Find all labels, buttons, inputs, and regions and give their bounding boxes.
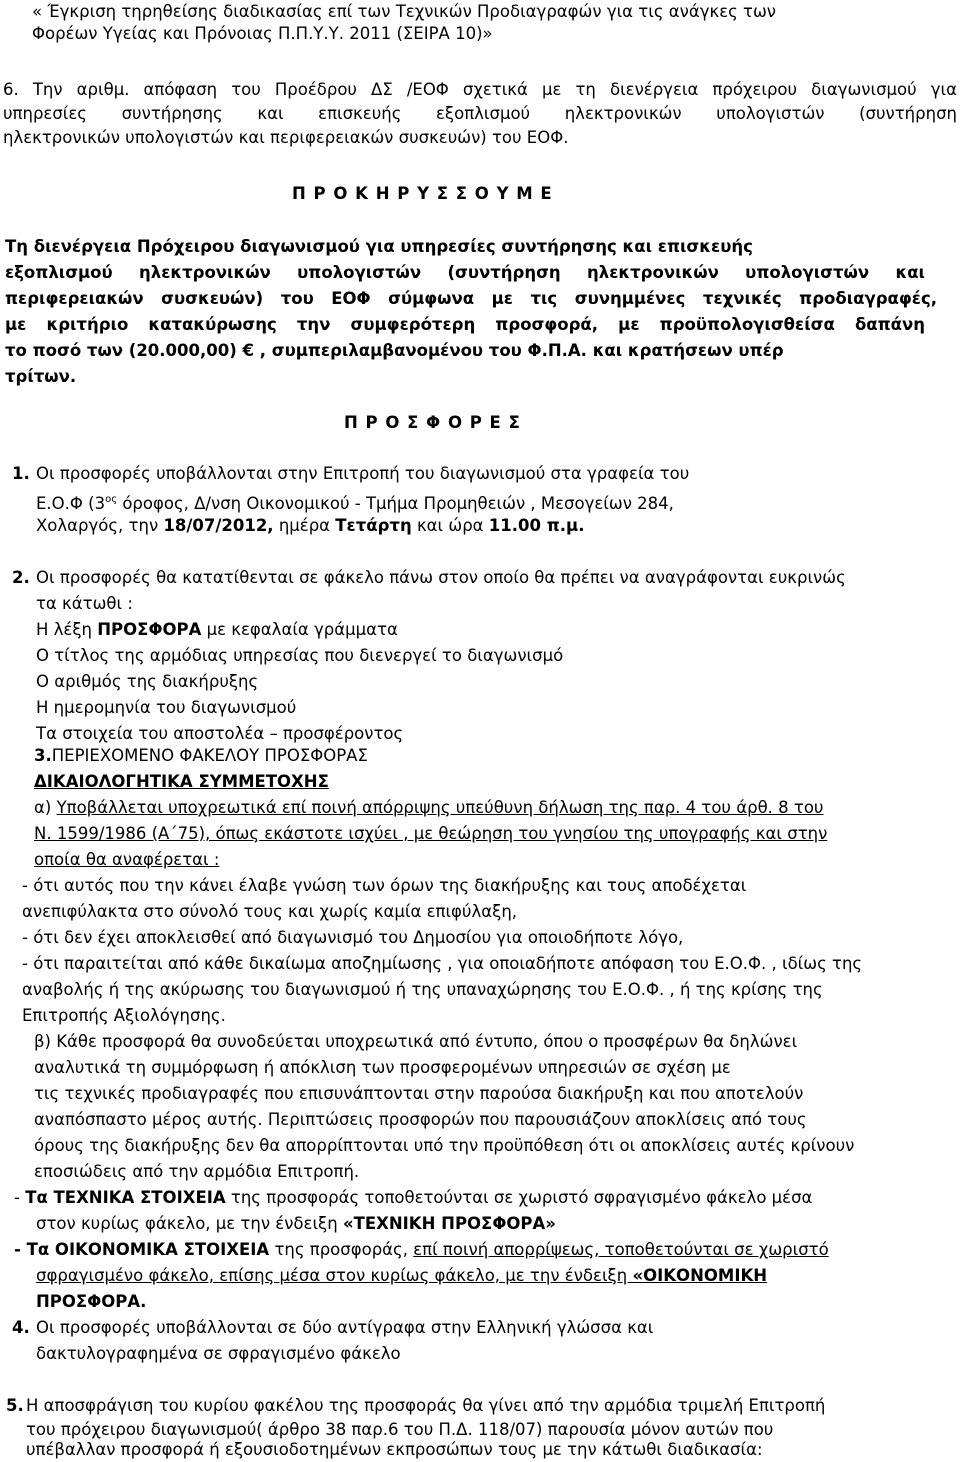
paragraph-3-b-line-3: τις τεχνικές προδιαγραφές που επισυνάπτονται στην παρούσα διακήρυξη και που αποτελούν (34, 1084, 804, 1103)
p1-day: Τετάρτη (335, 516, 412, 535)
p1-l2b: όροφος, Δ/νση Οικονομικού - Τμήμα Προμηθειών , Μεσογείων 284, (117, 494, 674, 513)
tech-l2a: στον κυρίως φάκελο, με την ένδειξη (36, 1214, 343, 1233)
p2-word-b: με κεφαλαία γράμματα (201, 620, 398, 639)
p1-time: 11.00 π.μ. (488, 516, 585, 535)
announce-body-line-4: με κριτήριο κατακύρωσης την συμφερότερη προσφορά, με προϋπολογισθείσα δαπάνη (5, 315, 925, 334)
p1-sup: ος (105, 494, 118, 505)
item-6-line-1: 6. Την αριθμ. απόφαση του Προέδρου ΔΣ /ΕΟΦ σχετικά με τη διενέργεια πρόχειρου διαγωνισμού για (3, 80, 957, 99)
announce-body-line-2: εξοπλισμού ηλεκτρονικών υπολογιστών (συντήρηση ηλεκτρονικών υπολογιστών και (5, 263, 925, 282)
item-6-line-2: υπηρεσίες συντήρησης και επισκευής εξοπλισμού ηλεκτρονικών υπολογιστών (συντήρηση (3, 104, 957, 123)
paragraph-2-item-2: Ο αριθμός της διακήρυξης (36, 672, 259, 691)
paragraph-1-line-3 (36, 516, 584, 536)
announce-heading: Π Ρ Ο Κ Η Ρ Υ Σ Σ Ο Υ Μ Ε (292, 184, 553, 203)
p1-l3a: Χολαργός, την (36, 516, 164, 535)
paragraph-3-b-line-6: εποσιώδεις από την αρμόδια Επιτροπή. (34, 1162, 360, 1181)
paragraph-3-a-line-1 (34, 798, 823, 818)
paragraph-3-b-line-5: όρους της διακήρυξης δεν θα απορρίπτονται υπό την προϋπόθεση ότι οι αποκλίσεις αυτές κρίνουν (34, 1136, 855, 1155)
p3-heading-text: ΠΕΡΙΕΧΟΜΕΝΟ ΦΑΚΕΛΟΥ ΠΡΟΣΦΟΡΑΣ (51, 746, 368, 765)
paragraph-2-line-2: τα κάτωθι : (36, 594, 133, 613)
paragraph-2-line-1: Οι προσφορές θα κατατίθενται σε φάκελο πάνω στον οποίο θα πρέπει να αναγράφονται ευκρινώς (36, 568, 846, 587)
paragraph-5-line-3: υπέβαλλαν προσφορά ή εξουσιοδοτημένων εκπροσώπων τους με την κάτωθι διαδικασία: (26, 1440, 763, 1459)
p1-l2a: Ε.Ο.Φ (3 (36, 494, 106, 513)
paragraph-2-item-4: Τα στοιχεία του αποστολέα – προσφέροντος (36, 724, 404, 743)
paragraph-1-line-1: Οι προσφορές υποβάλλονται στην Επιτροπή του διαγωνισμού στα γραφεία του (36, 464, 690, 483)
announce-body-line-3: περιφερειακών συσκευών) του ΕΟΦ σύμφωνα με τις συνημμένες τεχνικές προδιαγραφές, (5, 289, 937, 308)
paragraph-5-line-2: του πρόχειρου διαγωνισμού( άρθρο 38 παρ.6 του Π.Δ. 118/07) παρουσία μόνον αυτών που (26, 1420, 774, 1439)
declaration-line-2: ανεπιφύλακτα στο σύνολό τους και χωρίς καμία επιφύλαξη, (22, 902, 518, 921)
paragraph-3-b-line-2: αναλυτικά τη συμμόρφωση ή απόκλιση των προσφερομένων υπηρεσιών σε σχέση με (34, 1058, 731, 1077)
financial-data-line-1 (14, 1240, 829, 1260)
paragraph-3-b-line-1: β) Κάθε προσφορά θα συνοδεύεται υποχρεωτικά από έντυπο, όπου ο προσφέρων θα δηλώνει (34, 1032, 798, 1051)
announce-body-line-6: τρίτων. (5, 367, 77, 386)
p3-a-line1-text: Υποβάλλεται υποχρεωτικά επί ποινή απόρριψης υπεύθυνη δήλωση της παρ. 4 του άρθ. 8 του (56, 798, 824, 817)
tech-rest: της προσφοράς τοποθετούνται σε χωριστό σφραγισμένο φάκελο μέσα (225, 1188, 813, 1207)
p3-a-prefix: α) (34, 798, 57, 817)
paragraph-3-a-line-3: οποία θα αναφέρεται : (34, 850, 220, 869)
paragraph-4-line-1: Οι προσφορές υποβάλλονται σε δύο αντίγραφα στην Ελληνική γλώσσα και (36, 1318, 654, 1337)
announce-body-line-5: το ποσό των (20.000,00) € , συμπεριλαμβανομένου του Φ.Π.Α. και κρατήσεων υπέρ (5, 341, 784, 360)
item-6-line-3: ηλεκτρονικών υπολογιστών και περιφερειακών συσκευών) του ΕΟΦ. (3, 128, 569, 147)
offers-heading: Π Ρ Ο Σ Φ Ο Ρ Ε Σ (344, 413, 521, 432)
technical-data-line-1 (14, 1188, 812, 1208)
tech-bold: Τα ΤΕΧΝΙΚΑ ΣΤΟΙΧΕΙΑ (25, 1188, 226, 1207)
paragraph-4-line-2: δακτυλογραφημένα σε σφραγισμένο φάκελο (36, 1344, 401, 1363)
financial-data-line-2 (36, 1266, 767, 1286)
declaration-line-6: Επιτροπής Αξιολόγησης. (22, 1006, 226, 1025)
fin-l2-bold: «ΟΙΚΟΝΟΜΙΚΗ (632, 1266, 768, 1285)
tech-l2-bold: «ΤΕΧΝΙΚΗ ΠΡΟΣΦΟΡΑ» (342, 1214, 556, 1233)
declaration-line-5: αναβολής ή της ακύρωσης του διαγωνισμού ή της υπαναχώρησης του Ε.Ο.Φ. , ή της κρίσης της (22, 980, 823, 999)
paragraph-2-item-3: Η ημερομηνία του διαγωνισμού (36, 698, 297, 717)
paragraph-1-number: 1. (12, 464, 30, 483)
paragraph-5-number: 5. (6, 1396, 24, 1415)
doc-title-line-1: « Έγκριση τηρηθείσης διαδικασίας επί των Τεχνικών Προδιαγραφών για τις ανάγκες των (32, 2, 777, 21)
declaration-line-4: - ότι παραιτείται από κάθε δικαίωμα αποζημίωσης , για οποιαδήποτε απόφαση του Ε.Ο.Φ. , ιδίως της (22, 954, 863, 973)
doc-title-line-2: Φορέων Υγείας και Πρόνοιας Π.Π.Υ.Υ. 2011 (ΣΕΙΡΑ 10)» (32, 24, 493, 43)
paragraph-5-line-1: Η αποσφράγιση του κυρίου φακέλου της προσφοράς θα γίνει από την αρμόδια τριμελή Επιτροπή (26, 1396, 826, 1415)
paragraph-2-word (36, 620, 398, 640)
paragraph-2-item-1: Ο τίτλος της αρμόδιας υπηρεσίας που διενεργεί το διαγωνισμό (36, 646, 564, 665)
paragraph-3-a-line-2: Ν. 1599/1986 (Α΄75), όπως εκάστοτε ισχύει , με θεώρηση του γνησίου της υπογραφής και στην (34, 824, 828, 843)
paragraph-3-b-line-4: αναπόσπαστο μέρος αυτής. Περιπτώσεις προσφορών που παρουσιάζουν αποκλίσεις από τους (34, 1110, 807, 1129)
declaration-line-3: - ότι δεν έχει αποκλεισθεί από διαγωνισμό του Δημοσίου για οποιοδήποτε λόγο, (22, 928, 684, 947)
p1-date: 18/07/2012, (163, 516, 274, 535)
fin-bold: Τα ΟΙΚΟΝΟΜΙΚΑ ΣΤΟΙΧΕΙΑ (26, 1240, 270, 1259)
fin-dash: - (14, 1240, 27, 1259)
announce-body-line-1: Τη διενέργεια Πρόχειρου διαγωνισμού για υπηρεσίες συντήρησης και επισκευής (5, 237, 753, 256)
paragraph-2-number: 2. (12, 568, 30, 587)
p2-word-bold: ΠΡΟΣΦΟΡΑ (97, 620, 202, 639)
paragraph-4-number: 4. (12, 1318, 30, 1337)
p1-l3b: ημέρα (273, 516, 336, 535)
paragraph-1-line-2 (36, 490, 674, 514)
fin-underlined: επί ποινή απορρίψεως, τοποθετούνται σε χωριστό (413, 1240, 829, 1259)
paragraph-3-subheading: ΔΙΚΑΙΟΛΟΓΗΤΙΚΑ ΣΥΜΜΕΤΟΧΗΣ (34, 772, 329, 791)
p2-word-a: Η λέξη (36, 620, 98, 639)
p3-number: 3. (34, 746, 52, 765)
fin-l2-u: σφραγισμένο φάκελο, επίσης μέσα στον κυρίως φάκελο, με την ένδειξη (36, 1266, 633, 1285)
paragraph-3-heading (34, 746, 368, 766)
financial-data-line-3: ΠΡΟΣΦΟΡΑ. (36, 1292, 147, 1311)
p1-l3c: και ώρα (411, 516, 489, 535)
declaration-line-1: - ότι αυτός που την κάνει έλαβε γνώση των όρων της διακήρυξης και τους αποδέχεται (22, 876, 747, 895)
fin-rest: της προσφοράς, (269, 1240, 414, 1259)
tech-dash: - (14, 1188, 26, 1207)
technical-data-line-2 (36, 1214, 556, 1234)
